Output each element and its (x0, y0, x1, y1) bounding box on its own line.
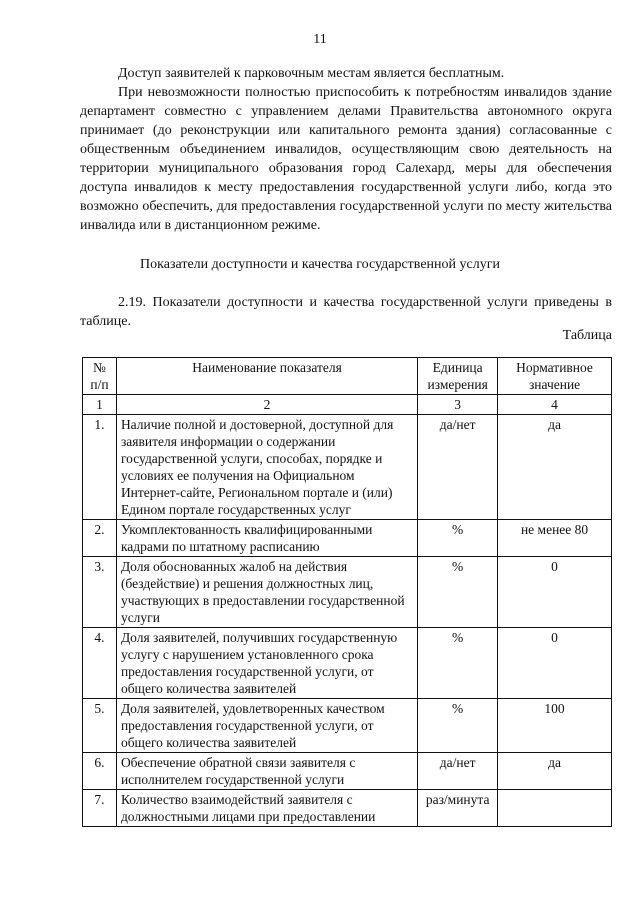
indicator-norm: 100 (498, 699, 612, 753)
indicator-norm: да (498, 753, 612, 790)
table-row (83, 520, 612, 557)
indicator-name: Доля заявителей, получивших государственную услугу с нарушением установленного срока предоставления государственной услуги, от общего количества заявителей (116, 628, 417, 699)
column-number: 3 (418, 395, 498, 415)
indicator-name: Количество взаимодействий заявителя с должностными лицами при предоставлении (116, 790, 417, 827)
body-text (80, 64, 612, 235)
paragraph-parking: Доступ заявителей к парковочным местам является бесплатным. (118, 66, 505, 81)
section-title: Показатели доступности и качества государственной услуги (140, 257, 500, 272)
row-number: 3. (83, 557, 117, 628)
page-number: 11 (313, 32, 327, 47)
row-number: 2. (83, 520, 117, 557)
row-number: 4. (83, 628, 117, 699)
indicator-norm: 0 (498, 628, 612, 699)
indicator-unit: да/нет (418, 415, 498, 520)
table-row (83, 699, 612, 753)
indicator-name: Наличие полной и достоверной, доступной для заявителя информации о содержании государственной услуги, способах, порядке и условиях ее получения на Официальном Интернет-сайте, Региональном портале и (или) Едином портале государственных услуг (116, 415, 417, 520)
indicator-unit: раз/минута (418, 790, 498, 827)
indicators-table (82, 357, 612, 827)
column-number: 2 (116, 395, 417, 415)
row-number: 6. (83, 753, 117, 790)
indicator-unit: % (418, 628, 498, 699)
indicator-name: Обеспечение обратной связи заявителя с исполнителем государственной услуги (116, 753, 417, 790)
indicator-unit: % (418, 520, 498, 557)
indicator-unit: % (418, 699, 498, 753)
indicator-norm: да (498, 415, 612, 520)
indicator-norm (498, 790, 612, 827)
indicator-name: Доля заявителей, удовлетворенных качеством предоставления государственной услуги, от общего количества заявителей (116, 699, 417, 753)
indicator-unit: да/нет (418, 753, 498, 790)
indicator-norm: 0 (498, 557, 612, 628)
table-row (83, 790, 612, 827)
row-number: 7. (83, 790, 117, 827)
indicator-unit: % (418, 557, 498, 628)
header-name: Наименование показателя (116, 358, 417, 395)
column-number: 1 (83, 395, 117, 415)
table-row (83, 753, 612, 790)
header-unit: Единица измерения (418, 358, 498, 395)
row-number: 5. (83, 699, 117, 753)
table-row (83, 557, 612, 628)
table-header-row (83, 358, 612, 395)
table-row (83, 628, 612, 699)
paragraph-accessibility: При невозможности полностью приспособить к потребностям инвалидов здание департамент совместно с управлением делами Правительства автономного округа принимает (до реконструкции или капитального ремонта здания) согласованные с общественным объединением инвалидов, осуществляющим свою деятельность на территории муниципального образования город Салехард, меры для обеспечения доступа инвалидов к месту предоставления государственной услуги либо, когда это возможно обеспечить, для предоставления государственной услуги по месту жительства инвалида или в дистанционном режиме. (80, 85, 612, 233)
indicator-name: Доля обоснованных жалоб на действия (бездействие) и решения должностных лиц, участвующих в предоставлении государственной услуги (116, 557, 417, 628)
row-number: 1. (83, 415, 117, 520)
table-caption: Таблица (562, 328, 612, 343)
header-norm: Нормативное значение (498, 358, 612, 395)
table-row (83, 415, 612, 520)
header-num: № п/п (83, 358, 117, 395)
section-intro: 2.19. Показатели доступности и качества государственной услуги приведены в таблице. (80, 295, 612, 329)
indicator-norm: не менее 80 (498, 520, 612, 557)
indicator-name: Укомплектованность квалифицированными кадрами по штатному расписанию (116, 520, 417, 557)
column-number-row (83, 395, 612, 415)
column-number: 4 (498, 395, 612, 415)
